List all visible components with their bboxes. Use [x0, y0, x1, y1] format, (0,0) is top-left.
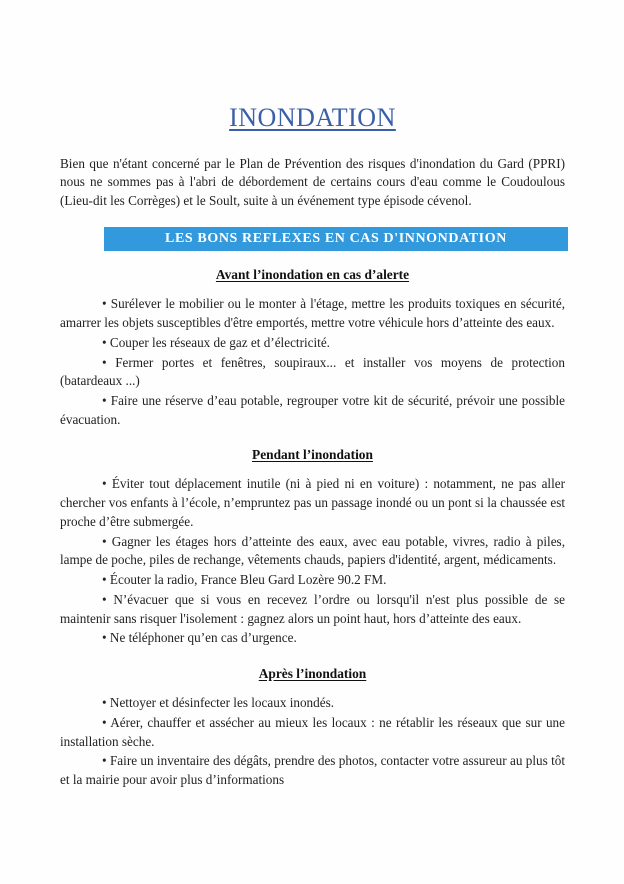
list-item: • Nettoyer et désinfecter les locaux inondés.: [60, 694, 565, 713]
document-content: [60, 104, 565, 791]
section-pendant: [60, 447, 565, 648]
list-item: • Faire une réserve d’eau potable, regrouper votre kit de sécurité, prévoir une possible évacuation.: [60, 392, 565, 429]
list-item: • Aérer, chauffer et assécher au mieux les locaux : ne rétablir les réseaux que sur une installation sèche.: [60, 714, 565, 751]
section-banner: LES BONS REFLEXES EN CAS D'INNONDATION: [104, 227, 568, 252]
list-item: • Ne téléphoner qu’en cas d’urgence.: [60, 629, 565, 648]
list-item: • N’évacuer que si vous en recevez l’ordre ou lorsqu'il n'est plus possible de se maintenir sans risquer l'isolement : gagnez alors un point haut, hors d’atteinte des eaux.: [60, 591, 565, 628]
list-item: • Gagner les étages hors d’atteinte des eaux, avec eau potable, vivres, radio à piles, lampe de poche, piles de rechange, vêtements chauds, papiers d'identité, argent, médicaments.: [60, 533, 565, 570]
list-item: • Écouter la radio, France Bleu Gard Lozère 90.2 FM.: [60, 571, 565, 590]
list-item: • Faire un inventaire des dégâts, prendre des photos, contacter votre assureur au plus tôt et la mairie pour avoir plus d’informations: [60, 752, 565, 789]
page-title: INONDATION: [229, 103, 396, 132]
section-heading-avant: Avant l’inondation en cas d’alerte: [215, 267, 410, 283]
intro-paragraph: Bien que n'étant concerné par le Plan de Prévention des risques d'inondation du Gard (PPRI) nous ne sommes pas à l'abri de débordement de certains cours d'eau comme le Coudoulous (Lieu-dit les Corrèges) et le Soult, suite à un événement type épisode cévenol.: [60, 155, 565, 209]
list-item: • Couper les réseaux de gaz et d’électricité.: [60, 334, 565, 353]
list-item: • Éviter tout déplacement inutile (ni à pied ni en voiture) : notamment, ne pas aller chercher vos enfants à l’école, n’empruntez pas un passage inondé ou un pont si la chaussée est proche d’être submergée.: [60, 475, 565, 531]
section-heading-apres: Après l’inondation: [258, 666, 367, 682]
section-heading-pendant: Pendant l’inondation: [252, 447, 373, 463]
list-item: • Surélever le mobilier ou le monter à l'étage, mettre les produits toxiques en sécurité, amarrer les objets susceptibles d'être emportés, mettre votre véhicule hors d’atteinte des eaux.: [60, 295, 565, 332]
list-item: • Fermer portes et fenêtres, soupiraux... et installer vos moyens de protection (batardeaux ...): [60, 354, 565, 391]
section-apres: [60, 666, 565, 790]
section-avant: [60, 267, 565, 429]
